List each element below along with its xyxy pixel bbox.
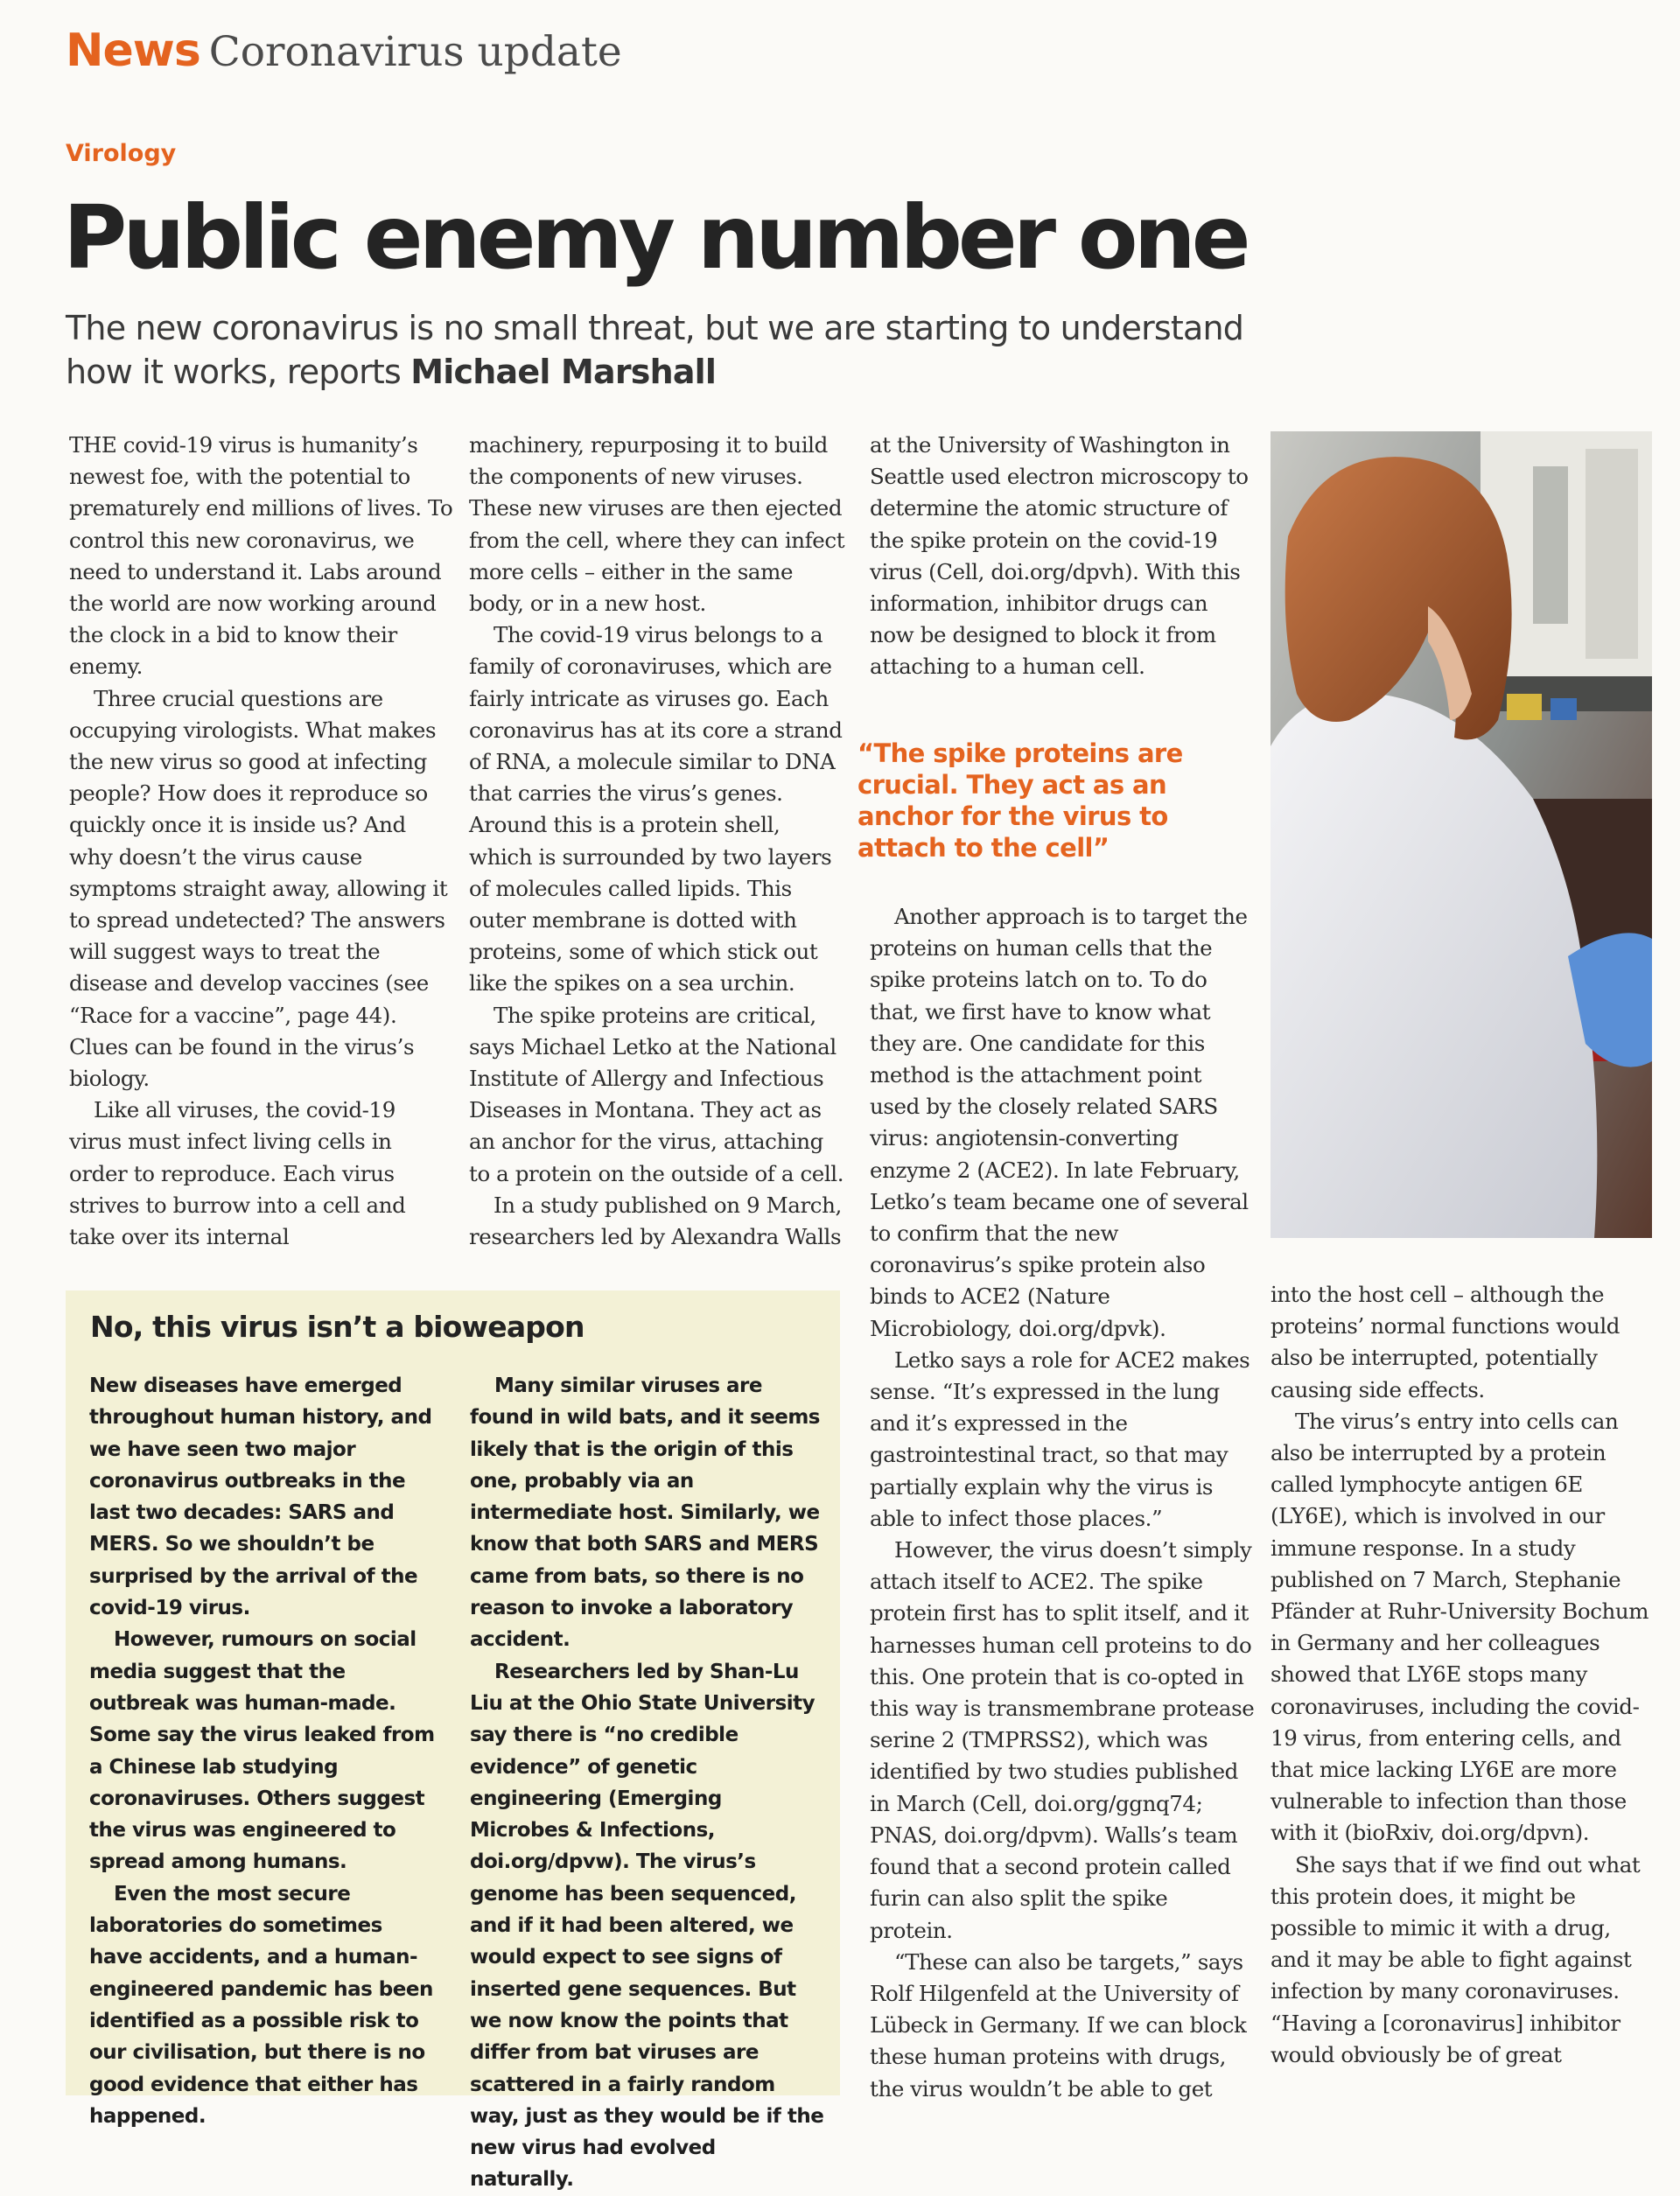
sidebar-box bbox=[66, 1290, 840, 2192]
paragraph: However, the virus doesn’t simply attach itself to ACE2. The spike protein first has to split itself, and it harnesses human cell proteins to do this. One protein that is co-opted in this way is transmembrane protease serine 2 (TMPRSS2), which was identified by two studies published in March (Cell, doi.org/ggnq74; PNAS, doi.org/dpvm). Walls’s team found that a second protein called furin can also split the spike protein. bbox=[870, 1537, 1255, 1943]
paragraph: Researchers led by Shan-Lu Liu at the Ohio State University say there is “no credible evidence” of genetic engineering (Emerging Microbes & Infections, doi.org/dpvw). The virus’s genome has been sequenced, and if it had been altered, we would expect to see signs of inserted gene sequences. But we now know the points that differ from bat viruses are scattered in a fairly random way, just as they would be if the new virus had evolved naturally. bbox=[470, 1660, 824, 2192]
paragraph: Like all viruses, the covid-19 virus must infect living cells in order to reproduce. Each virus strives to burrow into a cell and take over its internal bbox=[69, 1097, 406, 1250]
paragraph: The spike proteins are critical, says Michael Letko at the National Institute of Allergy and Infectious Diseases in Montana. They act as an anchor for the virus, attaching to a protein on the outside of a cell. bbox=[469, 1002, 844, 1186]
kicker: Virology bbox=[66, 140, 177, 167]
sidebar-column-2 bbox=[470, 1370, 824, 2196]
article-column-1 bbox=[69, 430, 454, 1253]
paragraph: into the host cell – although the proteins’ normal functions would also be interrupted, potentially causing side effects. bbox=[1270, 1282, 1620, 1402]
scientist-photo bbox=[1270, 431, 1652, 1238]
paragraph: Another approach is to target the proteins on human cells that the spike proteins latch on to. To do that, we first have to know what they are. One candidate for this method is the attachment point used by the closely related SARS virus: angiotensin-converting enzyme 2 (ACE2). In late February, Letko’s team became one of several to confirm that the new coronavirus’s spike protein also binds to ACE2 (Nature Microbiology, doi.org/dpvk). bbox=[870, 904, 1249, 1341]
byline: Michael Marshall bbox=[410, 353, 717, 391]
standfirst bbox=[66, 306, 1256, 394]
article-column-3-bottom bbox=[870, 901, 1255, 2105]
scientist-in-lab-icon bbox=[1270, 431, 1652, 1238]
article-column-4 bbox=[1270, 1279, 1656, 2071]
paragraph: Many similar viruses are found in wild bats, and it seems likely that is the origin of this one, probably via an intermediate host. Similarly, we know that both SARS and MERS came from bats, so there is no reason to invoke a laboratory accident. bbox=[470, 1374, 820, 1652]
paragraph: Letko says a role for ACE2 makes sense. “It’s expressed in the lung and it’s expressed in the gastrointestinal tract, so that may partially explain why the virus is able to infect those places.” bbox=[870, 1346, 1250, 1531]
section-label: News bbox=[66, 24, 200, 77]
masthead bbox=[66, 24, 622, 77]
article-column-2 bbox=[469, 430, 845, 1253]
sidebar-title: No, this virus isn’t a bioweapon bbox=[90, 1310, 584, 1344]
paragraph: She says that if we find out what this protein does, it might be possible to mimic it with a drug, and it may be able to fight against infection by many coronaviruses. “Having a [coronavirus] inhibitor would obviously be of great bbox=[1270, 1851, 1641, 2067]
standfirst-text: The new coronavirus is no small threat, but we are starting to understand how it works, reports bbox=[66, 309, 1244, 391]
paragraph: Three crucial questions are occupying virologists. What makes the new virus so good at infecting people? How does it reproduce so quickly once it is inside us? And why doesn’t the virus cause symptoms straight away, allowing it to spread undetected? The answers will suggest ways to treat the disease and develop vaccines (see “Race for a vaccine”, page 44). Clues can be found in the virus’s biology. bbox=[69, 685, 448, 1092]
subsection-label: Coronavirus update bbox=[208, 28, 622, 76]
paragraph: However, rumours on social media suggest that the outbreak was human-made. Some say the virus leaked from a Chinese lab studying coronaviruses. Others suggest the virus was engineered to spread among humans. bbox=[89, 1628, 435, 1874]
paragraph: The covid-19 virus belongs to a family of coronaviruses, which are fairly intricate as viruses go. Each coronavirus has at its core a strand of RNA, a molecule similar to DNA that carries the virus’s genes. Around this is a protein shell, which is surrounded by two layers of molecules called lipids. This outer membrane is dotted with proteins, some of which stick out like the spikes on a sea urchin. bbox=[469, 622, 843, 997]
paragraph: New diseases have emerged throughout human history, and we have seen two major coronavirus outbreaks in the last two decades: SARS and MERS. So we shouldn’t be surprised by the arrival of the covid-19 virus. bbox=[89, 1374, 432, 1620]
paragraph: THE covid-19 virus is humanity’s newest foe, with the potential to prematurely end millions of lives. To control this new coronavirus, we need to understand it. Labs around the world are now working around the clock in a bid to know their enemy. bbox=[69, 432, 453, 680]
paragraph: machinery, repurposing it to build the components of new viruses. These new viruses are then ejected from the cell, where they can infect more cells – either in the same body, or in a new host. bbox=[469, 432, 845, 617]
article-column-3-top bbox=[870, 430, 1255, 683]
paragraph: The virus’s entry into cells can also be interrupted by a protein called lymphocyte antigen 6E (LY6E), which is involved in our immune response. In a study published on 7 March, Stephanie Pfänder at Ruhr-University Bochum in Germany and her colleagues showed that LY6E stops many coronaviruses, including the covid-19 virus, from entering cells, and that mice lacking LY6E are more vulnerable to infection than those with it (bioRxiv, doi.org/dpvn). bbox=[1270, 1408, 1649, 1846]
paragraph: Even the most secure laboratories do sometimes have accidents, and a human-engineered pandemic has been identified as a possible risk to our civilisation, but there is no good evidence that either has happened. bbox=[89, 1882, 433, 2128]
paragraph: “These can also be targets,” says Rolf Hilgenfeld at the University of Lübeck in Germany. If we can block these human proteins with drugs, the virus wouldn’t be able to get bbox=[870, 1948, 1247, 2102]
sidebar-column-1 bbox=[89, 1370, 439, 2132]
headline: Public enemy number one bbox=[63, 186, 1247, 289]
paragraph: at the University of Washington in Seattle used electron microscopy to determine the atomic structure of the spike protein on the covid-19 virus (Cell, doi.org/dpvh). With this information, inhibitor drugs can now be designed to block it from attaching to a human cell. bbox=[870, 432, 1249, 680]
pull-quote: “The spike proteins are crucial. They act as an anchor for the virus to attach to the cell” bbox=[858, 738, 1183, 863]
paragraph: In a study published on 9 March, researchers led by Alexandra Walls bbox=[469, 1192, 842, 1250]
